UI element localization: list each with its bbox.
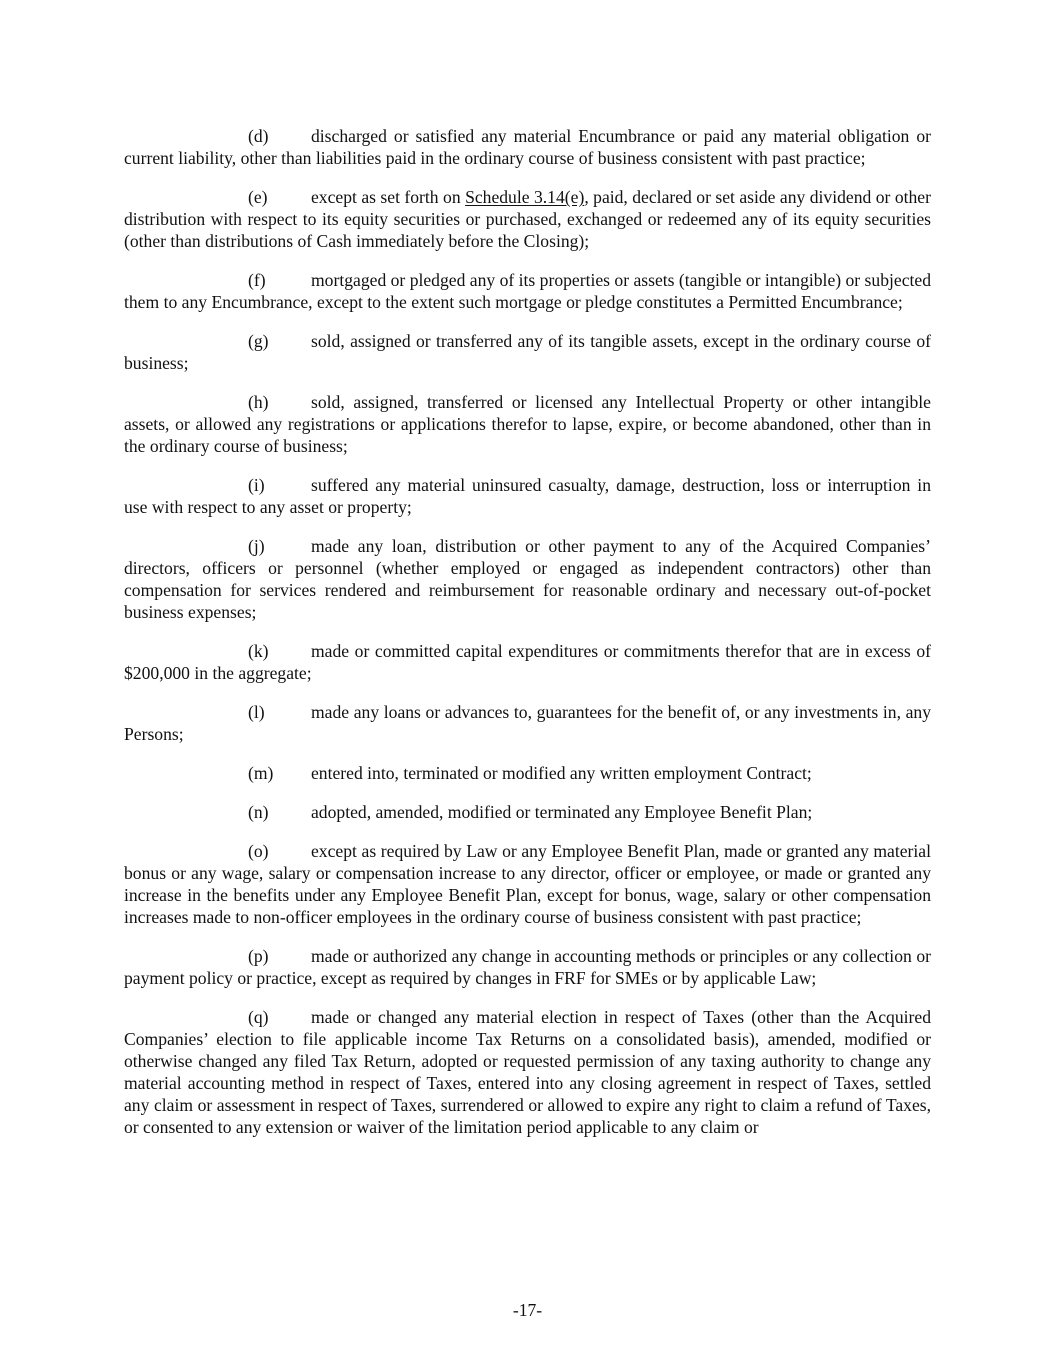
document-body [124,125,931,1138]
clause-label: (e) [248,187,268,207]
clause-g [124,330,931,374]
clause-text: made any loan, distribution or other payment to any of the Acquired Companies’ directors, officers or personnel (whether employed or engaged as independent contractors) other than compensation for services rendered and reimbursement for reasonable ordinary and necessary out-of-pocket business expenses; [124,536,931,622]
clause-text: sold, assigned, transferred or licensed any Intellectual Property or other intangible assets, or allowed any registrations or applications therefor to lapse, expire, or become abandoned, other than in the ordinary course of business; [124,392,931,456]
clause-f [124,269,931,313]
clause-text: made or changed any material election in respect of Taxes (other than the Acquired Companies’ election to file applicable income Tax Returns on a consolidated basis), amended, modified or otherwise changed any filed Tax Return, adopted or requested permission of any taxing authority to change any material accounting method in respect of Taxes, entered into any closing agreement in respect of Taxes, settled any claim or assessment in respect of Taxes, surrendered or allowed to expire any right to claim a refund of Taxes, or consented to any extension or waiver of the limitation period applicable to any claim or [124,1007,931,1137]
clause-text: mortgaged or pledged any of its properties or assets (tangible or intangible) or subjected them to any Encumbrance, except to the extent such mortgage or pledge constitutes a Permitted Encumbrance; [124,270,931,312]
clause-label: (g) [248,331,269,351]
clause-o [124,840,931,928]
clause-text: made any loans or advances to, guarantees for the benefit of, or any investments in, any Persons; [124,702,931,744]
clause-label: (l) [248,702,265,722]
clause-text: entered into, terminated or modified any written employment Contract; [311,763,812,783]
clause-n [124,801,931,823]
clause-l [124,701,931,745]
clause-text: , paid, declared or set aside any dividend or other distribution with respect to its equity securities or purchased, exchanged or redeemed any of its equity securities (other than distributions of Cash immediately before the Closing); [124,187,931,251]
clause-text: except as set forth on [311,187,466,207]
schedule-reference: Schedule 3.14(e) [465,187,585,207]
clause-p [124,945,931,989]
clause-text: sold, assigned or transferred any of its tangible assets, except in the ordinary course of business; [124,331,931,373]
clause-text: made or committed capital expenditures or commitments therefor that are in excess of $200,000 in the aggregate; [124,641,931,683]
clause-m [124,762,931,784]
clause-text: adopted, amended, modified or terminated any Employee Benefit Plan; [311,802,813,822]
clause-e [124,186,931,252]
clause-label: (p) [248,946,269,966]
clause-label: (j) [248,536,265,556]
clause-label: (i) [248,475,265,495]
clause-k [124,640,931,684]
clause-h [124,391,931,457]
clause-label: (h) [248,392,269,412]
clause-text: made or authorized any change in accounting methods or principles or any collection or payment policy or practice, except as required by changes in FRF for SMEs or by applicable Law; [124,946,931,988]
clause-i [124,474,931,518]
clause-j [124,535,931,623]
clause-label: (d) [248,126,269,146]
clause-label: (o) [248,841,269,861]
clause-label: (n) [248,802,269,822]
clause-text: discharged or satisfied any material Encumbrance or paid any material obligation or current liability, other than liabilities paid in the ordinary course of business consistent with past practice; [124,126,931,168]
page-number: -17- [512,1300,543,1320]
clause-text: except as required by Law or any Employee Benefit Plan, made or granted any material bonus or any wage, salary or compensation increase to any director, officer or employee, or made or granted any increase in the benefits under any Employee Benefit Plan, except for bonus, wage, salary or other compensation increases made to non-officer employees in the ordinary course of business consistent with past practice; [124,841,931,927]
clause-label: (m) [248,763,274,783]
clause-q [124,1006,931,1138]
clause-text: suffered any material uninsured casualty, damage, destruction, loss or interruption in use with respect to any asset or property; [124,475,931,517]
clause-label: (q) [248,1007,269,1027]
clause-label: (f) [248,270,266,290]
clause-label: (k) [248,641,269,661]
clause-d [124,125,931,169]
